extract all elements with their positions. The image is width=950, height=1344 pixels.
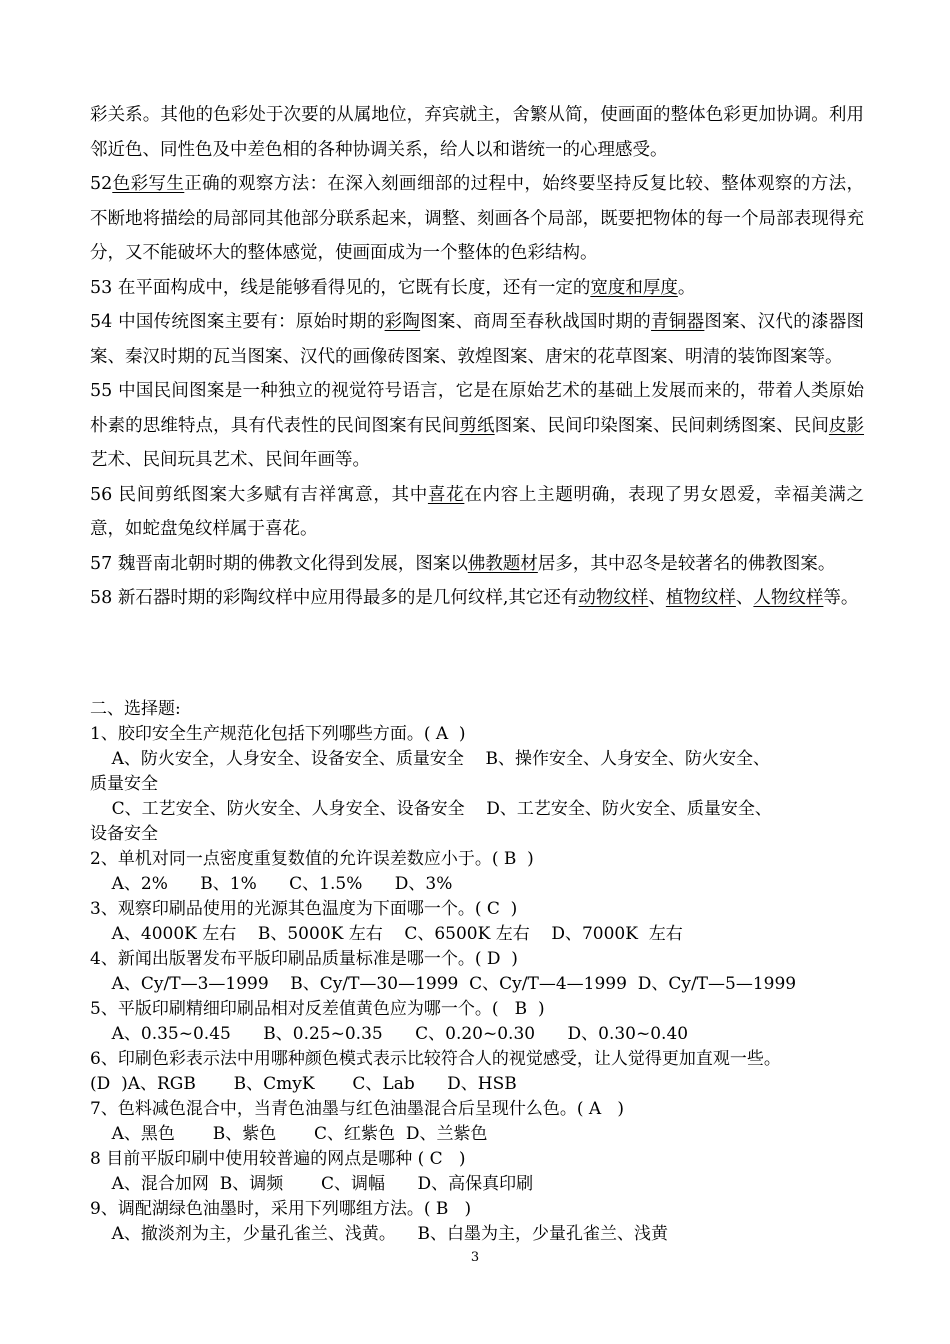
item-text: 中国传统图案主要有：原始时期的: [112, 312, 385, 332]
answer-underlined: 宽度和厚度: [590, 277, 678, 298]
item-text: 魏晋南北朝时期的佛教文化得到发展，图案以: [112, 553, 468, 574]
mcq-line: A、2% B、1% C、1.5% D、3%: [90, 874, 453, 894]
mcq-line: C、工艺安全、防火安全、人身安全、设备安全 D、工艺安全、防火安全、质量安全、: [90, 799, 772, 819]
answer-underlined: 青铜器: [651, 312, 705, 332]
answer-underlined: 皮影: [828, 415, 865, 436]
mcq-line: 6、印刷色彩表示法中用哪种颜色模式表示比较符合人的视觉感受，让人觉得更加直观一些。: [90, 1049, 781, 1069]
continued-paragraph: [90, 98, 864, 167]
mcq-line: 8 目前平版印刷中使用较普遍的网点是哪种 ( C ): [90, 1149, 466, 1169]
item-number: 55: [90, 381, 113, 401]
item-text: 图案、汉代的漆器图案、秦汉时期的瓦当图案、汉代的画像砖图案、敦煌图案、唐宋的花草图案、明清的装饰图案等。: [90, 312, 864, 367]
answer-underlined: 植物纹样: [665, 588, 736, 608]
item-text: 。: [677, 277, 696, 298]
answer-underlined: 彩陶: [384, 312, 421, 332]
section-heading: 二、选择题:: [90, 699, 181, 719]
item-text: 在内容上主题明确，表现了男女恩爱，幸福美满之意，如蛇盘兔纹样属于喜花。: [90, 484, 865, 539]
item-number: 54: [90, 312, 113, 332]
item-text: 、: [735, 588, 754, 608]
page-number: 3: [470, 1250, 480, 1265]
item-52: [90, 167, 864, 271]
mcq-line: A、撤淡剂为主，少量孔雀兰、浅黄。 B、白墨为主，少量孔雀兰、浅黄: [90, 1224, 668, 1244]
item-number: 57: [90, 553, 113, 574]
mcq-line: A、混合加网 B、调频 C、调幅 D、高保真印刷: [90, 1174, 534, 1194]
mcq-line: A、4000K 左右 B、5000K 左右 C、6500K 左右 D、7000K 左右: [90, 924, 683, 944]
text-line: 调。利用邻近色、同性色及中差色相的各种协调关系，给人以和谐统一的心理感受。: [90, 105, 864, 160]
text-line: 彩关系。其他的色彩处于次要的从属地位，弃宾就主，舍繁从简，使画面的整体色彩更加协: [90, 105, 794, 125]
mcq-line: 3、观察印刷品使用的光源其色温度为下面哪一个。( C ): [90, 899, 518, 919]
mcq-line: 2、单机对同一点密度重复数值的允许误差数应小于。( B ): [90, 849, 534, 869]
item-number: 56: [90, 484, 113, 505]
item-number: 52: [90, 174, 113, 194]
item-text: 在平面构成中，线是能够看得见的，它既有长度，还有一定的: [112, 277, 591, 298]
answer-underlined: 剪纸: [459, 415, 495, 436]
item-56: [90, 478, 864, 547]
item-number: 58: [90, 588, 113, 608]
answer-underlined: 喜花: [427, 484, 465, 505]
mcq-line: 质量安全: [90, 774, 158, 794]
mcq-line: A、0.35~0.45 B、0.25~0.35 C、0.20~0.30 D、0.30~0.40: [90, 1024, 689, 1044]
item-text: 图案、商周至春秋战国时期的: [420, 312, 652, 332]
item-text: 、: [648, 588, 666, 608]
item-text: 新石器时期的彩陶纹样中应用得最多的是几何纹样,其它还有: [112, 588, 579, 608]
answer-underlined: 人物纹样: [753, 588, 824, 608]
item-text: 正确的观察方法：在深入刻画细部的过程中，始终要坚持反复比较、整体观察的方法，不断地将描绘的局部同其他部分联系起来，调整、刻画各个局部，既要把物体的每一个局部表现得充分，又不能破坏大的整体感觉，使画面成为一个整体的色彩结构。: [90, 174, 865, 263]
mcq-line: A、防火安全，人身安全、设备安全、质量安全 B、操作安全、人身安全、防火安全、: [90, 749, 770, 769]
item-54: [90, 305, 864, 374]
mcq-line: 4、新闻出版署发布平版印刷品质量标准是哪一个。( D ): [90, 949, 518, 969]
item-number: 53: [90, 277, 113, 298]
item-53: [90, 271, 864, 306]
mcq-line: A、Cy/T—3—1999 B、Cy/T—30—1999 C、Cy/T—4—1999 D、Cy/T—5—1999: [90, 974, 797, 994]
item-text: 民间剪纸图案大多赋有吉祥寓意，其中: [112, 484, 428, 505]
answer-underlined: 色彩写生: [112, 174, 185, 194]
mcq-line: 9、调配湖绿色油墨时，采用下列哪组方法。( B ): [90, 1199, 472, 1219]
item-text: 等。: [823, 588, 859, 608]
item-57: [90, 547, 864, 582]
item-55: [90, 374, 864, 478]
mcq-line: 5、平版印刷精细印刷品相对反差值黄色应为哪一个。( B ): [90, 999, 545, 1019]
fill-in-section: [90, 98, 864, 616]
mcq-line: 1、胶印安全生产规范化包括下列哪些方面。( A ): [90, 724, 466, 744]
item-text: 图案、民间印染图案、民间刺绣图案、民间: [494, 415, 829, 436]
item-text: 中国民间图案是一种独立的视觉符号语言，它是在原始艺术的基础上发展而来的，带着人类原始朴素的思维特点，具有代表性的民间图案有民间: [90, 381, 864, 436]
multiple-choice-section: [90, 697, 870, 1247]
answer-underlined: 佛教题材: [467, 553, 538, 574]
mcq-line: 7、色料减色混合中，当青色油墨与红色油墨混合后呈现什么色。( A ): [90, 1099, 624, 1119]
answer-underlined: 动物纹样: [578, 588, 649, 608]
item-text: 艺术、民间玩具艺术、民间年画等。: [90, 450, 370, 470]
mcq-line: A、黑色 B、紫色 C、红紫色 D、兰紫色: [90, 1124, 488, 1144]
mcq-line: (D )A、RGB B、CmyK C、Lab D、HSB: [90, 1074, 517, 1094]
item-58: [90, 581, 864, 616]
item-text: 居多，其中忍冬是较著名的佛教图案。: [537, 553, 836, 574]
mcq-line: 设备安全: [90, 824, 158, 844]
